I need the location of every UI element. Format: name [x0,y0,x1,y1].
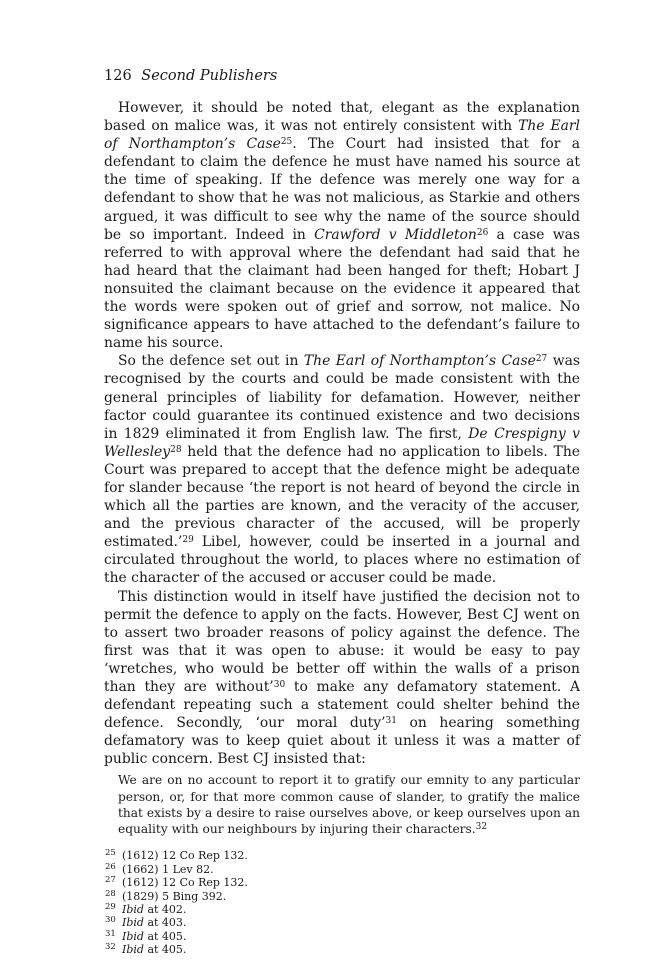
footnote [104,916,580,929]
text-run: Libel, however, could be inserted in a journal and circulated throughout the world, to places where no estimation of the character of the accused or accuser could be made. [104,534,580,587]
footnote-ref: 30 [273,680,286,690]
footnote-text [122,943,186,956]
text-run: a case was referred to with approval where the defendant had said that he had heard that the claimant had been hanged for theft; Hobart J nonsuited the claimant because on the evidence it appeared that the words were spoken out of grief and sorrow, not malice. No significance appears to have attached to the defendant’s failure to name his source. [104,226,580,352]
text-run: (1612) 12 Co Rep 132. [122,876,248,890]
footnote [104,943,580,956]
footnote-ref: 32 [475,822,488,833]
footnote-text [122,863,214,876]
footnote-number: 26 [105,861,116,872]
case-name: The Earl of Northampton’s Case [104,118,580,153]
case-name: Ibid [122,943,144,957]
footnote-number: 29 [105,901,116,912]
page [104,68,580,957]
footnote-ref: 25 [280,137,293,148]
text-run: However, it should be noted that, elegant as the explanation based on malice was, it was not entirely consistent with [104,100,580,135]
footnote-number: 32 [105,942,116,953]
footnote-text [122,916,186,929]
footnote-text [122,890,226,903]
footnote-text [122,903,186,916]
paragraph [104,99,580,352]
running-head [104,68,580,84]
footnote [104,876,580,889]
footnote-number: 28 [105,888,116,899]
text-run: (1612) 12 Co Rep 132. [122,849,248,863]
text-run: held that the defence had no application to libels. The Court was prepared to accept that the defence might be adequate for slander because ‘the report is not heard of beyond the circle in which all the parties are known, and the veracity of the accuser, and the previous character of the accused, will be properly estimated.’ [104,443,580,551]
text-run: at 405. [143,929,187,943]
footnote-ref: 26 [476,227,489,238]
case-name: Ibid [122,929,144,943]
text-run: at 402. [143,902,187,916]
footnote-number: 30 [105,915,116,926]
footnote-number: 31 [105,928,116,939]
footnote [104,890,580,903]
text-run: (1829) 5 Bing 392. [122,889,227,903]
footnote-number: 25 [105,848,116,859]
footnote-ref: 28 [170,444,182,455]
footnote-text [122,876,248,889]
footnote-number: 27 [105,875,116,886]
footnote [104,863,580,876]
case-name: De Crespigny v Wellesley [104,425,580,460]
text-run: at 405. [143,943,187,957]
case-name: Crawford v Middleton [314,226,477,243]
footnote-ref: 27 [535,354,548,365]
footnote-ref: 31 [385,716,397,727]
text-run: (1662) 1 Lev 82. [122,862,214,876]
page-number: 126 [104,68,132,84]
text-run: on hearing something defamatory was to keep quiet about it unless it was a matter of public concern. Best CJ insisted that: [104,715,580,768]
footnotes [104,849,580,956]
footnote-text [122,849,248,862]
footnote [104,903,580,916]
paragraph [104,588,580,769]
text-run: at 403. [143,916,187,930]
footnote [104,930,580,943]
text-run: So the defence set out in [118,353,304,370]
text-run: to make any defamatory statement. A defendant repeating such a statement could shelter behind the defence. Secondly, ‘our moral duty’ [104,679,580,732]
footnote-text [122,930,186,943]
footnote [104,849,580,862]
text-run: This distinction would in itself have justified the decision not to permit the defence to apply on the facts. However, Best CJ went on to assert two broader reasons of policy against the defence. The first was that it was open to abuse: it would be easy to pay ‘wretches, who would be better off within the walls of a prison than they are without’ [104,588,580,695]
text-run: We are on no account to report it to gratify our emnity to any particular person, or, for that more common cause of slander, to gratify the malice that exists by a desire to raise ourselves above, or keep ourselves upon an equality with our neighbours by injuring their characters. [118,773,580,837]
case-name: Ibid [122,916,144,930]
footnote-ref: 29 [182,535,194,546]
body-text [104,99,580,768]
case-name: The Earl of Northampton’s Case [303,353,536,370]
text-run: was recognised by the courts and could be made consistent with the general principles of liability for defamation. However, neither factor could guarantee its continued existence and two decisions in 1829 eliminated it from English law. The first, [104,353,581,442]
block-quote [118,772,580,837]
running-head-title: Second Publishers [141,68,278,84]
paragraph [104,352,580,587]
case-name: Ibid [122,902,144,916]
text-run: . The Court had insisted that for a defendant to claim the defence he must have named his source at the time of speaking. If the defence was merely one way for a defendant to show that he was not malicious, as Starkie and others argued, it was difficult to see why the name of the source should be so important. Indeed in [104,136,581,243]
